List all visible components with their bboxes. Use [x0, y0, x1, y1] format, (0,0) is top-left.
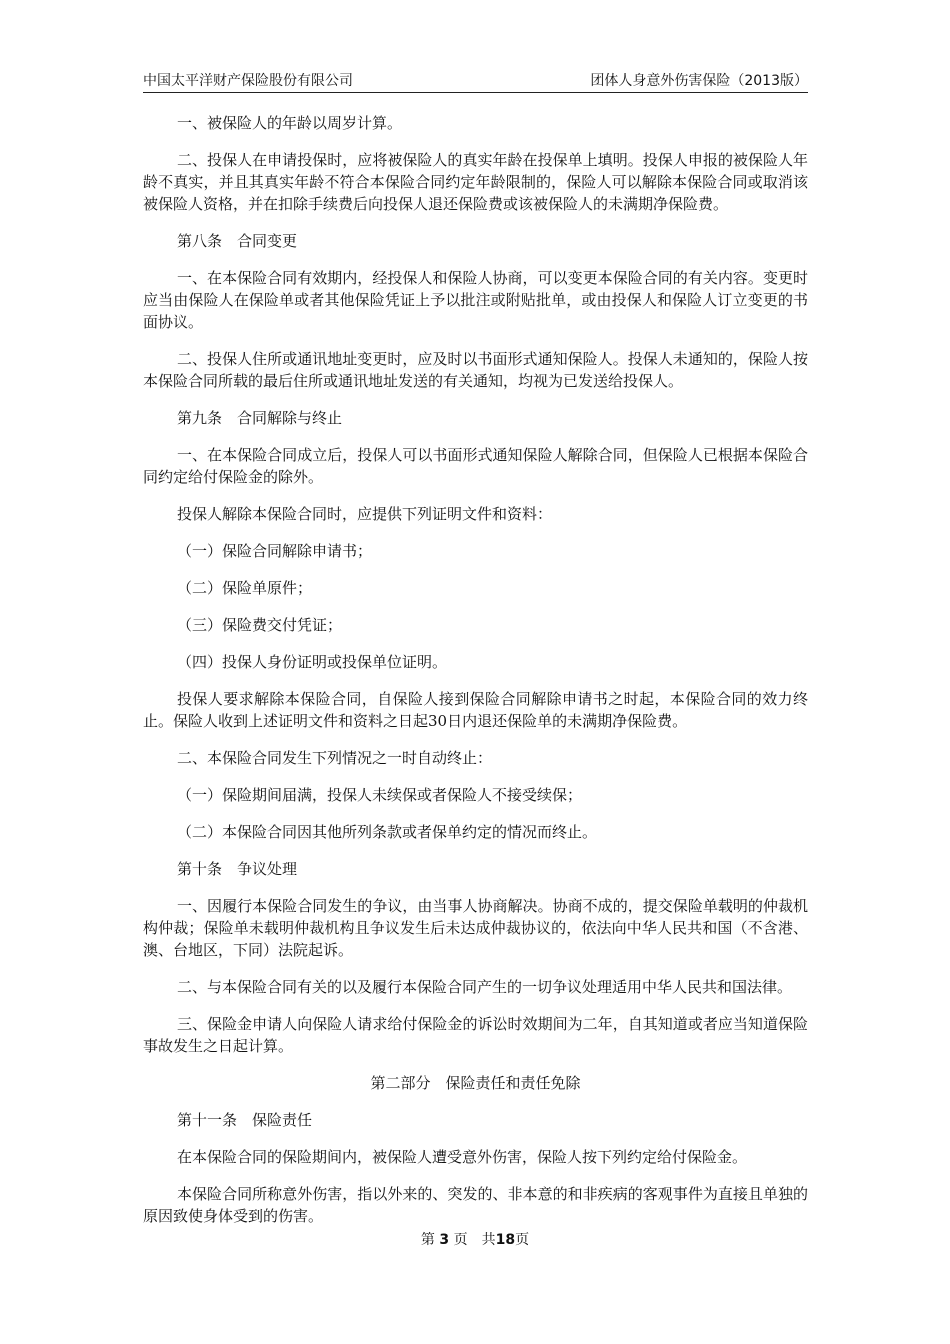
article-9-heading: 第九条 合同解除与终止	[177, 409, 343, 427]
list-item-expiry: （一）保险期间届满，投保人未续保或者保险人不接受续保；	[177, 786, 583, 804]
page-header	[143, 68, 808, 93]
paragraph-liability: 在本保险合同的保险期间内，被保险人遭受意外伤害，保险人按下列约定给付保险金。	[177, 1148, 748, 1166]
footer-prefix: 第	[420, 1232, 435, 1248]
paragraph-change-2: 二、投保人住所或通讯地址变更时，应及时以书面形式通知保险人。投保人未通知的，保险人按本保险合同所载的最后住所或通讯地址发送的有关通知，均视为已发送给投保人。	[143, 350, 808, 390]
paragraph-dispute-1: 一、因履行本保险合同发生的争议，由当事人协商解决。协商不成的，提交保险单载明的仲裁机构仲裁；保险单未载明仲裁机构且争议发生后未达成仲裁协议的，依法向中华人民共和国（不含港、澳、台地区，下同）法院起诉。	[143, 897, 808, 959]
document-body	[143, 112, 808, 1242]
paragraph-termination-1: 一、在本保险合同成立后，投保人可以书面形式通知保险人解除合同，但保险人已根据本保险合同约定给付保险金的除外。	[143, 446, 808, 486]
header-product: 团体人身意外伤害保险（2013版）	[590, 73, 808, 89]
paragraph-age: 一、被保险人的年龄以周岁计算。	[177, 114, 403, 132]
paragraph-change-1: 一、在本保险合同有效期内，经投保人和保险人协商，可以变更本保险合同的有关内容。变更时应当由保险人在保险单或者其他保险凭证上予以批注或附贴批单，或由投保人和保险人订立变更的书面协议。	[143, 269, 808, 331]
footer-page-number: 3	[439, 1232, 450, 1248]
list-item-application: （一）保险合同解除申请书；	[177, 542, 373, 560]
paragraph-auto-termination: 二、本保险合同发生下列情况之一时自动终止：	[177, 749, 493, 767]
paragraph-termination-docs: 投保人解除本保险合同时，应提供下列证明文件和资料：	[177, 505, 553, 523]
footer-total-pages: 18	[495, 1232, 516, 1248]
list-item-other-termination: （二）本保险合同因其他所列条款或者保单约定的情况而终止。	[177, 823, 598, 841]
paragraph-age-misstatement: 二、投保人在申请投保时，应将被保险人的真实年龄在投保单上填明。投保人申报的被保险人年龄不真实，并且其真实年龄不符合本保险合同约定年龄限制的，保险人可以解除本保险合同或取消该被保险人资格，并在扣除手续费后向投保人退还保险费或该被保险人的未满期净保险费。	[143, 151, 808, 213]
paragraph-termination-effect: 投保人要求解除本保险合同，自保险人接到保险合同解除申请书之时起，本保险合同的效力终止。保险人收到上述证明文件和资料之日起30日内退还保险单的未满期净保险费。	[143, 690, 808, 730]
list-item-policy-original: （二）保险单原件；	[177, 579, 313, 597]
paragraph-dispute-2: 二、与本保险合同有关的以及履行本保险合同产生的一切争议处理适用中华人民共和国法律。	[177, 978, 793, 996]
paragraph-dispute-3: 三、保险金申请人向保险人请求给付保险金的诉讼时效期间为二年，自其知道或者应当知道保险事故发生之日起计算。	[143, 1015, 808, 1055]
footer-suffix: 页	[515, 1232, 530, 1248]
article-8-heading: 第八条 合同变更	[177, 232, 298, 250]
article-11-heading: 第十一条 保险责任	[177, 1111, 313, 1129]
page-footer	[0, 1229, 950, 1249]
list-item-identity-proof: （四）投保人身份证明或投保单位证明。	[177, 653, 448, 671]
header-company: 中国太平洋财产保险股份有限公司	[143, 73, 353, 89]
article-10-heading: 第十条 争议处理	[177, 860, 298, 878]
paragraph-accident-definition: 本保险合同所称意外伤害，指以外来的、突发的、非本意的和非疾病的客观事件为直接且单独的原因致使身体受到的伤害。	[143, 1185, 808, 1225]
footer-middle: 页 共	[453, 1232, 496, 1248]
part-2-heading: 第二部分 保险责任和责任免除	[370, 1074, 581, 1092]
list-item-premium-receipt: （三）保险费交付凭证；	[177, 616, 343, 634]
